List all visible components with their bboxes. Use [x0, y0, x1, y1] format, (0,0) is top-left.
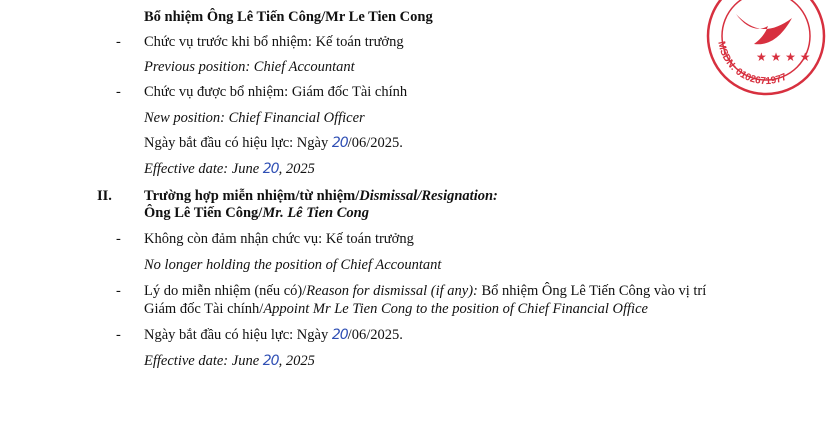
appointment-effective-en: [144, 160, 315, 178]
previous-position-en: Previous position: Chief Accountant: [144, 59, 355, 75]
effective-date-rest: , 2025: [278, 161, 315, 177]
appointment-heading: Bổ nhiệm Ông Lê Tiến Công/Mr Le Tien Cong: [144, 9, 433, 25]
seal-text: MSDN: 0102671977: [715, 40, 789, 88]
reason-label-en: Reason for dismissal (if any):: [306, 283, 478, 299]
bullet-marker: -: [116, 84, 121, 100]
reason-line-2: [144, 300, 648, 318]
new-position-en: New position: Chief Financial Officer: [144, 110, 365, 126]
dismissal-heading: [144, 187, 498, 205]
handwritten-day: 20: [331, 135, 348, 151]
appointment-effective-vi: [144, 134, 403, 152]
effective-date-rest: /06/2025.: [347, 135, 403, 151]
section-number: II.: [97, 188, 112, 204]
dismissal-heading-en: Dismissal/Resignation:: [359, 188, 498, 204]
dismissal-effective-en: [144, 352, 315, 370]
effective-date-rest: /06/2025.: [347, 327, 403, 343]
dismissal-person-vi: Ông Lê Tiến Công/: [144, 205, 263, 221]
new-position-vi: Chức vụ được bổ nhiệm: Giám đốc Tài chính: [144, 84, 408, 100]
bullet-marker: -: [116, 34, 121, 50]
company-seal: [696, 0, 826, 96]
bullet-marker: -: [116, 283, 121, 299]
reason-line-1: [144, 282, 706, 300]
dismissal-person: [144, 204, 369, 222]
previous-position-vi: Chức vụ trước khi bổ nhiệm: Kế toán trưởng: [144, 34, 404, 50]
reason-text-vi: Bổ nhiệm Ông Lê Tiến Công vào vị trí: [477, 283, 707, 299]
reason-line2-en: Appoint Mr Le Tien Cong to the position of Chief Financial Office: [263, 301, 648, 317]
bullet-marker: -: [116, 327, 121, 343]
handwritten-day: 20: [262, 161, 279, 177]
dismissal-heading-vi: Trường hợp miễn nhiệm/từ nhiệm/: [144, 188, 360, 204]
effective-label: Ngày bắt đầu có hiệu lực: Ngày: [144, 135, 332, 151]
no-longer-en: No longer holding the position of Chief Accountant: [144, 257, 442, 273]
bullet-marker: -: [116, 231, 121, 247]
reason-line2-vi: Giám đốc Tài chính/: [144, 301, 264, 317]
no-longer-vi: Không còn đảm nhận chức vụ: Kế toán trưởng: [144, 231, 414, 247]
effective-label: Ngày bắt đầu có hiệu lực: Ngày: [144, 327, 332, 343]
seal-emblem-icon: [736, 14, 792, 44]
effective-label: Effective date: June: [144, 161, 263, 177]
dismissal-person-en: Mr. Lê Tien Cong: [262, 205, 369, 221]
reason-label-vi: Lý do miễn nhiệm (nếu có)/: [144, 283, 307, 299]
seal-stars-icon: ★ ★ ★ ★: [756, 50, 811, 64]
handwritten-day: 20: [331, 327, 348, 343]
handwritten-day: 20: [262, 353, 279, 369]
effective-label: Effective date: June: [144, 353, 263, 369]
effective-date-rest: , 2025: [278, 353, 315, 369]
dismissal-effective-vi: [144, 326, 403, 344]
